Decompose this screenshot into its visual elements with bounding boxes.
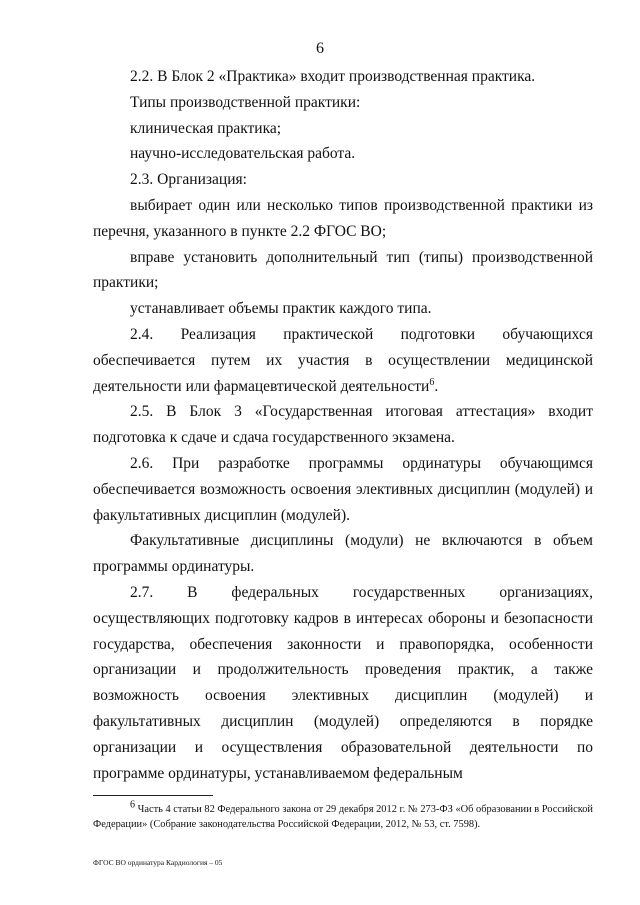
page-footer: ФГОС ВО ординатура Кардиология – 05: [93, 858, 223, 867]
page-number: 6: [316, 40, 324, 57]
paragraph-2-3: 2.3. Организация:: [130, 171, 247, 189]
paragraph-2-2: 2.2. В Блок 2 «Практика» входит производственная практика.: [130, 68, 536, 85]
footnote: [93, 799, 593, 832]
paragraph-sets-volumes: устанавливает объемы практик каждого типа.: [130, 300, 432, 318]
footnote-reference: 6: [429, 376, 435, 388]
paragraph-2-6: 2.6. При разработке программы ординатуры обучающимся обеспечивается возможность освоения элективных дисциплин (модулей) и факультативных дисциплин (модулей).: [93, 454, 593, 524]
paragraph-practice-types: Типы производственной практики:: [130, 93, 361, 111]
footnote-mark: 6: [130, 799, 135, 811]
paragraph-2-4: [93, 322, 593, 399]
paragraph-may-establish: вправе установить дополнительный тип (типы) производственной практики;: [93, 248, 593, 292]
body-text: [93, 64, 593, 786]
paragraph-electives-excluded: Факультативные дисциплины (модули) не включаются в объем программы ординатуры.: [93, 532, 593, 576]
paragraph-chooses-types: выбирает один или несколько типов производственной практики из перечня, указанного в пункте 2.2 ФГОС ВО;: [93, 196, 593, 240]
paragraph-2-7: 2.7. В федеральных государственных организациях, осуществляющих подготовку кадров в интересах обороны и безопасности государства, обеспечения законности и правопорядка, особенности организации и продолжительность проведения практик, а также возможность освоения элективных дисциплин (модулей) и факультативных дисциплин (модулей) определяются в порядке организации и осуществления образовательной деятельности по программе ординатуры, устанавливаемом федеральным: [93, 583, 593, 782]
footnote-text: Часть 4 статьи 82 Федерального закона от 29 декабря 2012 г. № 273-ФЗ «Об образовании в Российской Федерации» (Собрание законодательства Российской Федерации, 2012, № 53, ст. 7598).: [93, 804, 593, 830]
paragraph-2-4-text: 2.4. Реализация практической подготовки обучающихся обеспечивается путем их участия в осуществлении медицинской деятельности или фармацевтической деятельности: [93, 325, 593, 395]
footnote-divider: [93, 795, 213, 796]
paragraph-clinical-practice: клиническая практика;: [130, 119, 282, 137]
paragraph-2-4-tail: .: [434, 377, 439, 395]
paragraph-research-work: научно-исследовательская работа.: [130, 145, 356, 163]
paragraph-2-5: 2.5. В Блок 3 «Государственная итоговая аттестация» входит подготовка к сдаче и сдача государственного экзамена.: [93, 403, 593, 447]
